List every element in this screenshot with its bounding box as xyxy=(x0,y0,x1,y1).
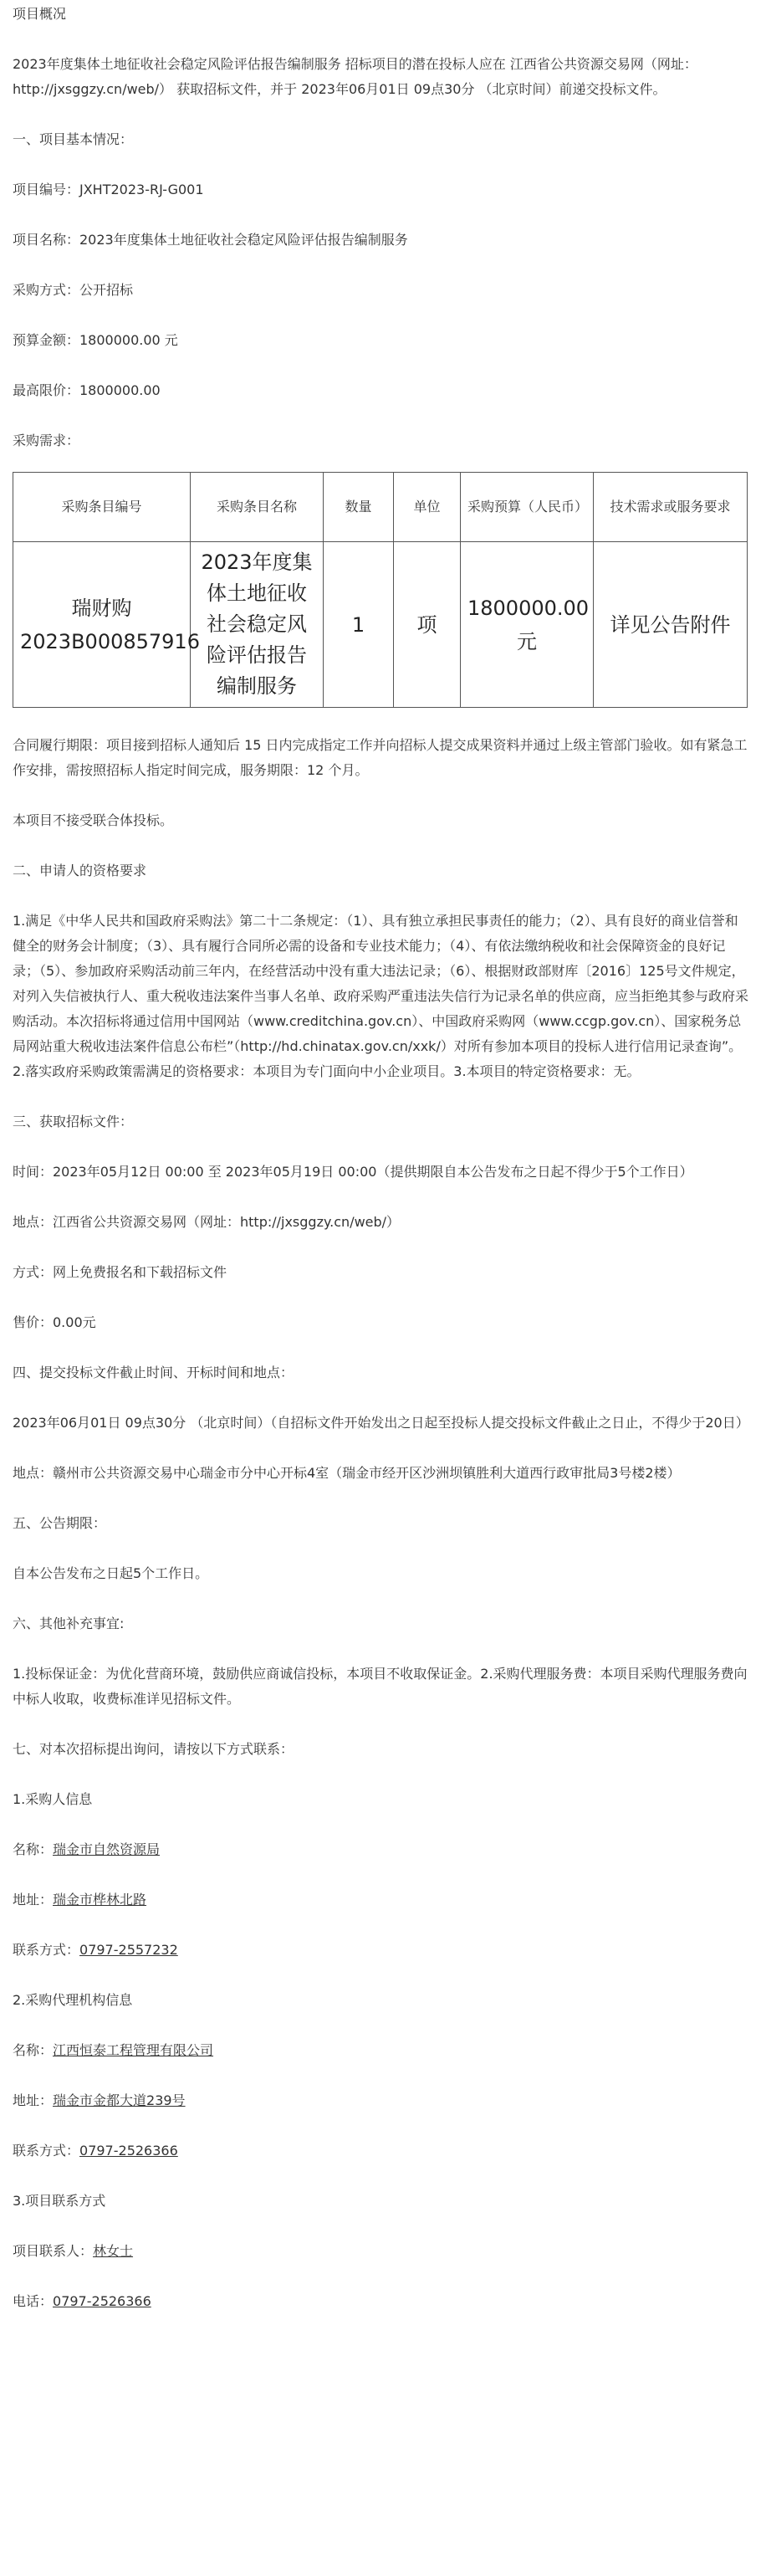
contact-info-title: 3.项目联系方式 xyxy=(13,2193,106,2209)
overview-title: 项目概况 xyxy=(13,6,67,22)
contract-period: 合同履行期限：项目接到招标人通知后 15 日内完成指定工作并向招标人提交成果资料并通过上级主管部门验收。如有紧急工作安排，需按照招标人指定时间完成，服务期限：12 个月。 xyxy=(13,737,748,778)
project-name: 项目名称：2023年度集体土地征收社会稳定风险评估报告编制服务 xyxy=(13,232,408,248)
buyer-address: 瑞金市桦林北路 xyxy=(53,1892,147,1908)
agency-address-line xyxy=(13,2088,748,2113)
buyer-info-title: 1.采购人信息 xyxy=(13,1791,93,1807)
demand-table xyxy=(13,472,748,708)
agency-name-line xyxy=(13,2038,748,2063)
contact-phone-label: 电话： xyxy=(13,2293,54,2309)
agency-phone-line xyxy=(13,2138,748,2164)
header-quantity: 数量 xyxy=(324,473,394,542)
section7-title: 七、对本次招标提出询问，请按以下方式联系： xyxy=(13,1741,294,1757)
section5-title: 五、公告期限： xyxy=(13,1515,107,1531)
buyer-phone-line xyxy=(13,1938,748,1963)
buyer-phone-label: 联系方式： xyxy=(13,1942,80,1958)
header-item-no: 采购条目编号 xyxy=(13,473,191,542)
contact-person-line xyxy=(13,2239,748,2264)
cell-budget: 1800000.00元 xyxy=(461,542,594,708)
agency-phone: 0797-2526366 xyxy=(79,2143,178,2159)
buyer-name: 瑞金市自然资源局 xyxy=(53,1841,161,1857)
header-item-name: 采购条目名称 xyxy=(191,473,324,542)
buyer-name-label: 名称： xyxy=(13,1841,54,1857)
section3-title: 三、获取招标文件： xyxy=(13,1114,134,1129)
contact-person-label: 项目联系人： xyxy=(13,2243,94,2259)
purchase-method: 采购方式：公开招标 xyxy=(13,282,134,298)
section6-title: 六、其他补充事宜: xyxy=(13,1616,125,1631)
table-row xyxy=(13,542,748,708)
intro-paragraph: 2023年度集体土地征收社会稳定风险评估报告编制服务 招标项目的潜在投标人应在 江西省公共资源交易网（网址：http://jxsggzy.cn/web/） 获取招标文件，并于 2023年06月01日 09点30分 （北京时间）前递交投标文件。 xyxy=(13,56,697,97)
buyer-address-label: 地址： xyxy=(13,1892,54,1908)
contact-phone: 0797-2526366 xyxy=(53,2293,151,2309)
demand-title: 采购需求： xyxy=(13,433,80,448)
agency-info-title: 2.采购代理机构信息 xyxy=(13,1992,133,2008)
notice-period: 自本公告发布之日起5个工作日。 xyxy=(13,1565,209,1581)
budget-amount: 预算金额：1800000.00 元 xyxy=(13,332,178,348)
cell-requirements: 详见公告附件 xyxy=(594,542,748,708)
buyer-name-line xyxy=(13,1837,748,1862)
supplement-text: 1.投标保证金：为优化营商环境，鼓励供应商诚信投标，本项目不收取保证金。2.采购代理服务费：本项目采购代理服务费向中标人收取，收费标准详见招标文件。 xyxy=(13,1666,748,1707)
agency-address-label: 地址： xyxy=(13,2092,54,2108)
project-no: 项目编号：JXHT2023-RJ-G001 xyxy=(13,182,204,197)
agency-address: 瑞金市金都大道239号 xyxy=(53,2092,186,2108)
cell-unit: 项 xyxy=(394,542,461,708)
obtain-method: 方式：网上免费报名和下载招标文件 xyxy=(13,1264,227,1280)
obtain-time: 时间：2023年05月12日 00:00 至 2023年05月19日 00:00（提供期限自本公告发布之日起不得少于5个工作日） xyxy=(13,1164,693,1180)
cell-item-name: 2023年度集体土地征收社会稳定风险评估报告编制服务 xyxy=(191,542,324,708)
document-price: 售价：0.00元 xyxy=(13,1314,96,1330)
section2-title: 二、申请人的资格要求 xyxy=(13,863,147,878)
section1-title: 一、项目基本情况： xyxy=(13,131,134,147)
cell-quantity: 1 xyxy=(324,542,394,708)
buyer-address-line xyxy=(13,1887,748,1913)
cell-item-no: 瑞财购2023B000857916 xyxy=(13,542,191,708)
agency-phone-label: 联系方式： xyxy=(13,2143,80,2159)
submission-deadline: 2023年06月01日 09点30分 （北京时间）（自招标文件开始发出之日起至投标人提交投标文件截止之日止，不得少于20日） xyxy=(13,1415,749,1431)
section4-title: 四、提交投标文件截止时间、开标时间和地点： xyxy=(13,1365,294,1380)
no-consortium: 本项目不接受联合体投标。 xyxy=(13,812,174,828)
header-unit: 单位 xyxy=(394,473,461,542)
agency-name-label: 名称： xyxy=(13,2042,54,2058)
max-price: 最高限价：1800000.00 xyxy=(13,382,161,398)
header-requirements: 技术需求或服务要求 xyxy=(594,473,748,542)
obtain-place: 地点：江西省公共资源交易网（网址：http://jxsggzy.cn/web/） xyxy=(13,1214,401,1230)
contact-phone-line xyxy=(13,2289,748,2314)
qualification-text: 1.满足《中华人民共和国政府采购法》第二十二条规定：（1）、具有独立承担民事责任的能力；（2）、具有良好的商业信誉和健全的财务会计制度；（3）、具有履行合同所必需的设备和专业技术能力；（4）、有依法缴纳税收和社会保障资金的良好记录；（5）、参加政府采购活动前三年内，在经营活动中没有重大违法记录；（6）、根据财政部财库〔2016〕125号文件规定，对列入失信被执行人、重大税收违法案件当事人名单、政府采购严重违法失信行为记录名单的供应商，应当拒绝其参与政府采购活动。本次招标将通过信用中国网站（www.creditchina.gov.cn）、中国政府采购网（www.ccgp.gov.cn）、国家税务总局网站重大税收违法案件信息公布栏”（http://hd.chinatax.gov.cn/xxk/）对所有参加本项目的投标人进行信用记录查询”。2.落实政府采购政策需满足的资格要求：本项目为专门面向中小企业项目。3.本项目的特定资格要求：无。 xyxy=(13,913,749,1079)
bid-opening-place: 地点：赣州市公共资源交易中心瑞金市分中心开标4室（瑞金市经开区沙洲坝镇胜利大道西行政审批局3号楼2楼） xyxy=(13,1465,681,1481)
header-budget: 采购预算（人民币） xyxy=(461,473,594,542)
table-header-row xyxy=(13,473,748,542)
buyer-phone: 0797-2557232 xyxy=(79,1942,178,1958)
contact-person: 林女士 xyxy=(93,2243,134,2259)
agency-name: 江西恒泰工程管理有限公司 xyxy=(53,2042,214,2058)
